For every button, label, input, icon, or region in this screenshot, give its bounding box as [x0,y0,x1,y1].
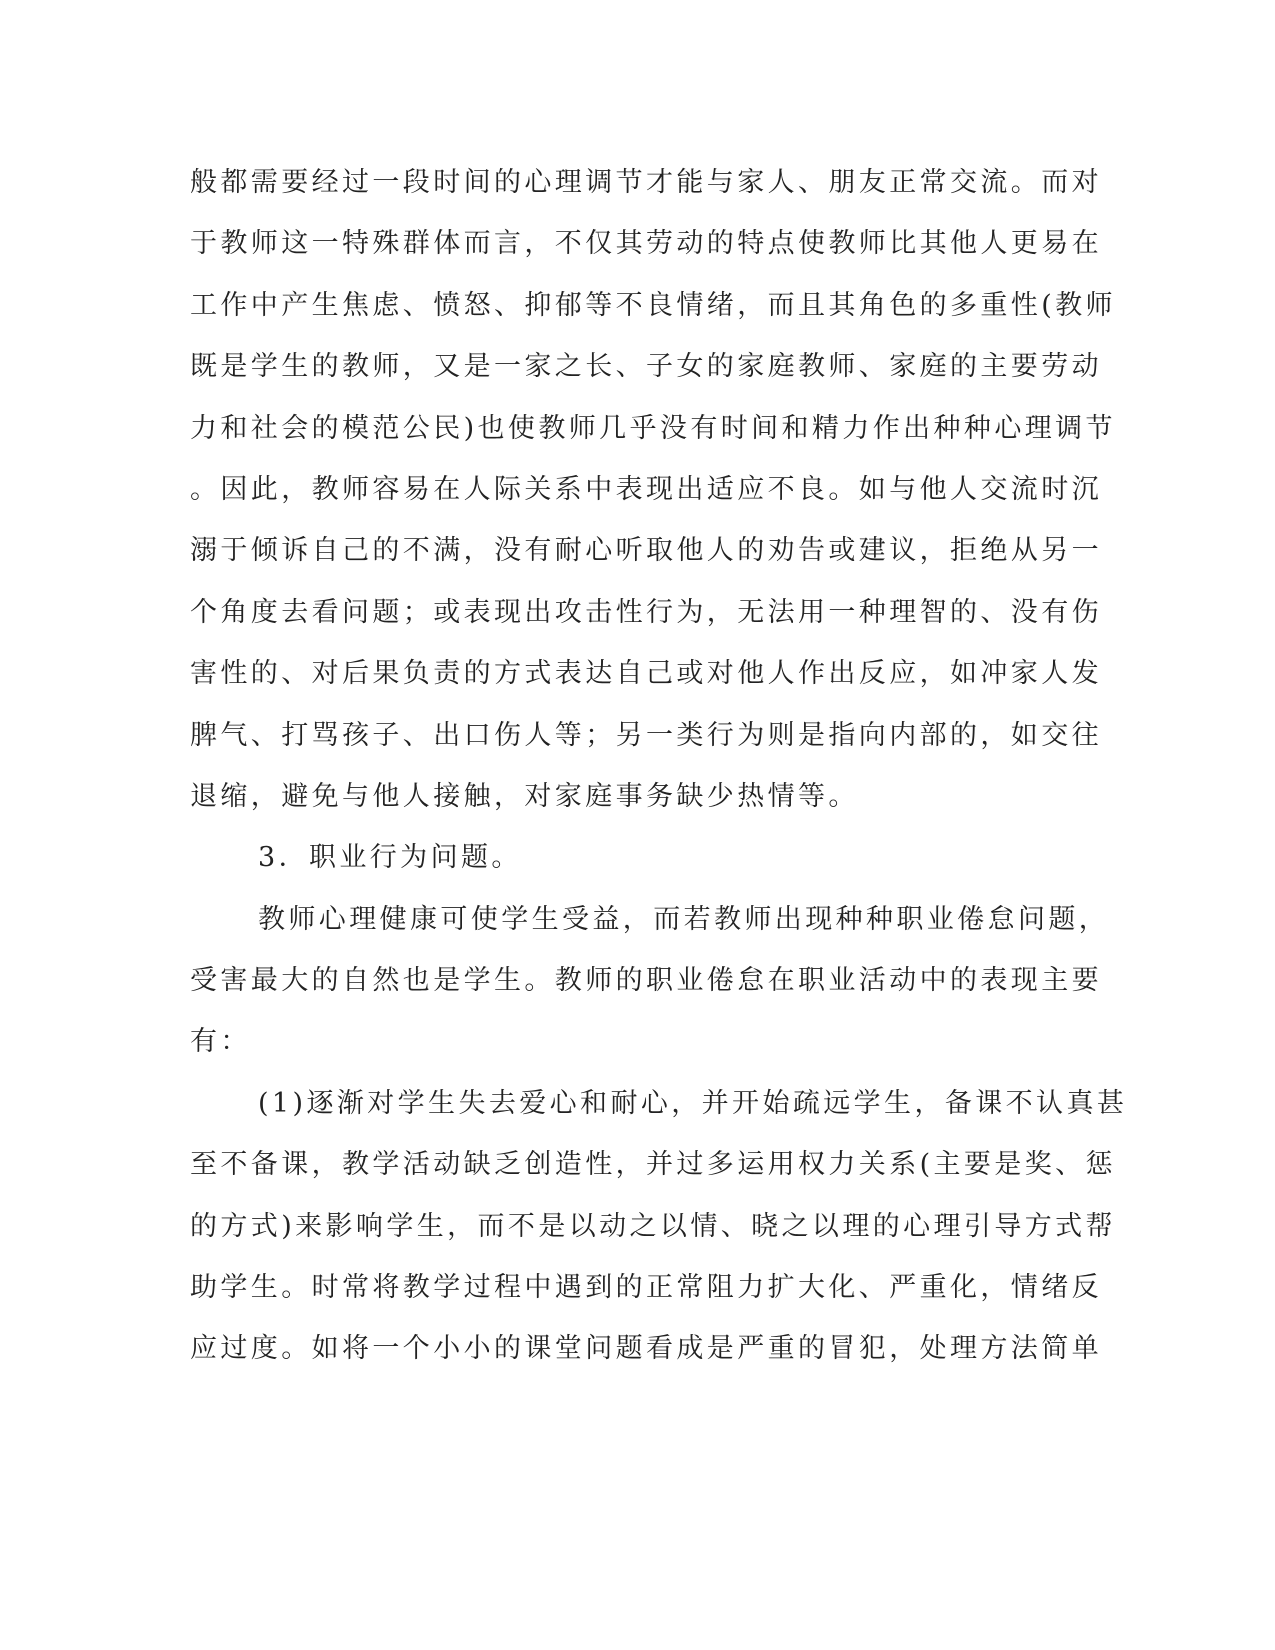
text-line: 至不备课，教学活动缺乏创造性，并过多运用权力关系(主要是奖、惩 [190,1149,1116,1181]
text-line: 于教师这一特殊群体而言，不仅其劳动的特点使教师比其他人更易在 [190,228,1102,260]
text-line: 受害最大的自然也是学生。教师的职业倦怠在职业活动中的表现主要 [190,965,1102,997]
text-line: 应过度。如将一个小小的课堂问题看成是严重的冒犯，处理方法简单 [190,1333,1102,1365]
text-line: 力和社会的模范公民)也使教师几乎没有时间和精力作出种种心理调节 [190,412,1116,444]
text-line: 。因此，教师容易在人际关系中表现出适应不良。如与他人交流时沉 [190,473,1102,505]
text-line: 既是学生的教师，又是一家之长、子女的家庭教师、家庭的主要劳动 [190,351,1102,383]
text-line: 脾气、打骂孩子、出口伤人等；另一类行为则是指向内部的，如交往 [190,719,1102,751]
section-heading: 3．职业行为问题。 [258,842,522,874]
body-text [190,152,1128,1380]
text-line: 害性的、对后果负责的方式表达自己或对他人作出反应，如冲家人发 [190,658,1102,690]
text-line: 溺于倾诉自己的不满，没有耐心听取他人的劝告或建议，拒绝从另一 [190,535,1102,567]
text-line: 个角度去看问题；或表现出攻击性行为，无法用一种理智的、没有伤 [190,596,1102,628]
text-line: 般都需要经过一段时间的心理调节才能与家人、朋友正常交流。而对 [190,167,1102,198]
text-line: 的方式)来影响学生，而不是以动之以情、晓之以理的心理引导方式帮 [190,1210,1116,1242]
text-line: 工作中产生焦虑、愤怒、抑郁等不良情绪，而且其角色的多重性(教师 [190,289,1116,321]
text-line: 退缩，避免与他人接触，对家庭事务缺少热情等。 [190,780,859,812]
list-item-start: (1)逐渐对学生失去爱心和耐心，并开始疏远学生，备课不认真甚 [258,1087,1128,1119]
text-line: 助学生。时常将教学过程中遇到的正常阻力扩大化、严重化，情绪反 [190,1272,1102,1304]
paragraph-start: 教师心理健康可使学生受益，而若教师出现种种职业倦怠问题， [258,903,1110,935]
text-line: 有： [190,1026,251,1058]
